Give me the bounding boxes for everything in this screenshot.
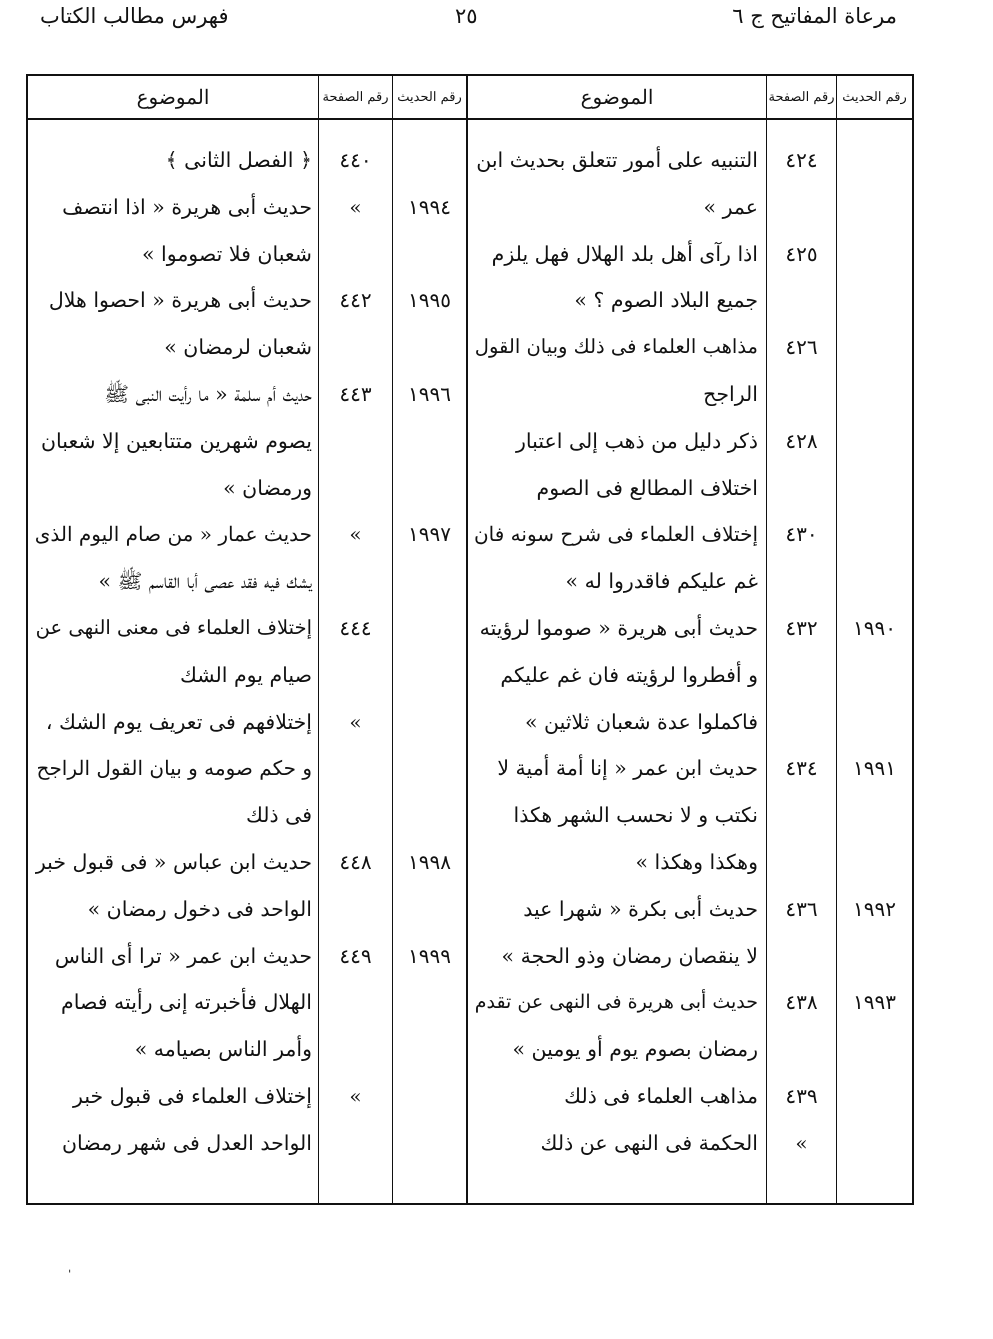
page-number: ٤٢٨ [785, 428, 818, 453]
page-number: ٤٣٤ [785, 756, 818, 781]
hadith-number: ١٩٩٤ [408, 194, 451, 219]
entry-topic-line: لا ينقصان رمضان وذو الحجة » [501, 943, 758, 968]
entry-topic-line: شعبان لرمضان » [164, 335, 312, 360]
entry-topic-line: الواحد العدل فى شهر رمضان [62, 1130, 312, 1155]
entry-topic-line: يشك فيه فقد عصى أبا القاسم ﷺ » [98, 569, 312, 594]
page-number: ٤٣٠ [785, 522, 818, 547]
entry-topic-line: صيام يوم الشك [179, 662, 312, 687]
entry-topic-line: حديث أبى هريرة « صوموا لرؤيته [479, 616, 758, 640]
entry-topic-line: إختلافهم فى تعريف يوم الشك ، [45, 709, 312, 734]
entry-topic-line: إختلاف العلماء فى معنى النهى عن [35, 616, 312, 639]
entry-topic-line: وهكذا وهكذا » [635, 850, 758, 874]
entry-topic-line: عمر » [703, 194, 758, 219]
entry-topic-line: ورمضان » [223, 475, 312, 500]
page-number: ٤٣٨ [785, 990, 818, 1015]
entry-topic-line: جميع البلاد الصوم ؟ » [574, 288, 758, 313]
page-number: » [349, 709, 362, 734]
hadith-number: ١٩٩٣ [853, 990, 896, 1015]
entry-topic-line: الحكمة فى النهى عن ذلك [540, 1130, 758, 1155]
hadith-number: ١٩٩٢ [853, 896, 896, 921]
page-number: ٤٤٣ [339, 382, 372, 406]
entry-topic-line: و أفطروا لرؤيته فان غم عليكم [500, 662, 758, 687]
hadith-number: ١٩٩٠ [853, 616, 896, 640]
page-number: ٢٥ [455, 4, 478, 28]
header-divider [26, 118, 914, 120]
page-number: ٤٤٩ [339, 943, 372, 968]
entry-topic-line: غم عليكم فاقدروا له » [565, 569, 758, 594]
column-divider [392, 74, 393, 1205]
page-number: ٤٤٢ [339, 288, 372, 313]
table-right-border [912, 74, 914, 1205]
table-bottom-border [26, 1203, 914, 1205]
hadith-number: ١٩٩٩ [408, 943, 451, 968]
book-title: مرعاة المفاتيح ج ٦ [732, 4, 897, 28]
entry-topic-line: نكتب و لا نحسب الشهر هكذا [513, 803, 758, 828]
header-topic: الموضوع [136, 85, 210, 109]
header-hadith-number: رقم الحديث [397, 89, 462, 105]
page-number: ٤٣٢ [785, 616, 818, 640]
entry-topic-line: الواحد فى دخول رمضان » [87, 896, 312, 921]
page-number: » [349, 1084, 362, 1108]
header-page-number: رقم الصفحة [768, 89, 835, 105]
entry-topic-line: ذكر دليل من ذهب إلى اعتبار [516, 428, 758, 453]
entry-topic-line: الراجح [703, 382, 758, 406]
entry-topic-line: اذا رآى أهل بلد الهلال فهل يلزم [491, 241, 758, 266]
hadith-number: ١٩٩٦ [408, 382, 451, 406]
entry-topic-line: حديث ابن عمر « ترا أى الناس [54, 943, 312, 968]
header-page-number: رقم الصفحة [322, 89, 389, 105]
header-topic: الموضوع [580, 85, 654, 109]
entry-topic-line: فى ذلك [245, 803, 312, 828]
entry-topic-line: اختلاف المطالع فى الصوم [536, 475, 758, 500]
entry-topic-line: رمضان بصوم يوم أو يومين » [512, 1037, 758, 1062]
hadith-number: ١٩٩٨ [408, 850, 451, 874]
entry-topic-line: فاكملوا عدة شعبان ثلاثين » [524, 709, 758, 734]
entry-topic-line: حديث أم سلمة « ما رأيت النبى ﷺ [104, 382, 312, 406]
entry-topic-line: إختلاف العلماء فى شرح سونه فان [473, 522, 758, 547]
page-number: ٤٤٠ [339, 148, 372, 172]
page-number: ٤٤٤ [339, 616, 372, 640]
entry-topic-line: التنبيه على أمور تتعلق بحديث ابن [476, 148, 758, 172]
entry-topic-line: حديث أبى هريرة فى النهى عن تقدم [474, 991, 758, 1014]
entry-topic-line: حديث أبى هريرة « احصوا هلال [48, 288, 312, 313]
page-number: ٤٣٦ [785, 896, 818, 921]
entry-topic-line: شعبان فلا تصوموا » [141, 241, 312, 266]
table-center-divider [466, 74, 468, 1205]
entry-topic-line: الهلال فأخبرته إنى رأيته فصام [61, 990, 312, 1015]
table-left-border [26, 74, 28, 1205]
page-number: » [349, 194, 362, 219]
page-number: ٤٢٦ [785, 335, 818, 360]
entry-topic-line: حديث أبى هريرة « اذا انتصف [62, 194, 312, 219]
entry-topic-line: وأمر الناس بصيامه » [134, 1037, 312, 1062]
entry-topic-line: ﴿ الفصل الثانى ﴾ [165, 148, 312, 172]
page-number: ٤٢٥ [785, 241, 818, 266]
entry-topic-line: حديث أبى بكرة « شهرا عيد [523, 896, 758, 921]
entry-topic-line: مذاهب العلماء فى ذلك وبيان القول [474, 335, 758, 359]
entry-topic-line: حديث ابن عمر « إنا أمة أمية لا [497, 756, 758, 781]
index-title: فهرس مطالب الكتاب [40, 4, 229, 28]
entry-topic-line: إختلاف العلماء فى قبول خبر [73, 1084, 312, 1108]
entry-topic-line: حديث ابن عباس « فى قبول خبر [35, 850, 312, 874]
entry-topic-line: و حكم صومه و بيان القول الراجح [36, 756, 312, 781]
entry-topic-line: حديث عمار « من صام اليوم الذى [34, 522, 312, 547]
scan-mark: ˈ [68, 1268, 72, 1282]
page-number: ٤٤٨ [339, 850, 372, 874]
hadith-number: ١٩٩١ [853, 756, 896, 781]
page-number: » [795, 1130, 808, 1155]
hadith-number: ١٩٩٥ [408, 288, 451, 313]
entry-topic-line: مذاهب العلماء فى ذلك [564, 1084, 758, 1108]
entry-topic-line: يصوم شهرين متتابعين إلا شعبان [40, 428, 312, 453]
page-number: » [349, 522, 362, 547]
page-number: ٤٣٩ [785, 1084, 818, 1108]
header-hadith-number: رقم الحديث [842, 89, 907, 105]
hadith-number: ١٩٩٧ [408, 522, 451, 547]
page-number: ٤٢٤ [785, 148, 818, 172]
